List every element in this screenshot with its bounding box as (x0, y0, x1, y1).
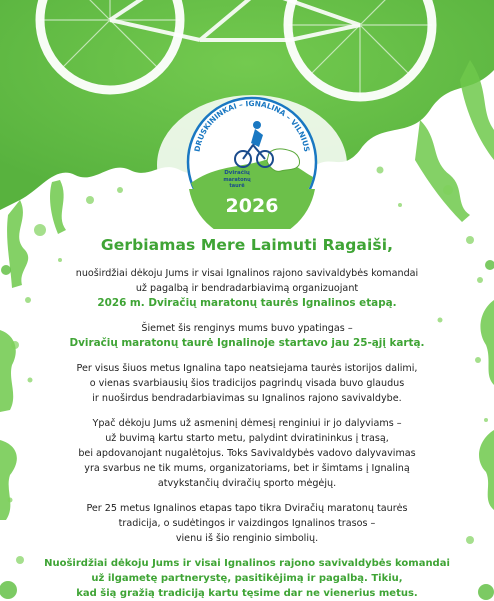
letter-body (0, 236, 494, 601)
paragraph-4-line-4: yra svarbus ne tik mums, organizatoriams, bet ir šimtams į Ignaliną (84, 463, 410, 474)
paragraph-1-line-1: nuoširdžiai dėkoju Jums ir visai Ignalinos rajono savivaldybės komandai (75, 268, 419, 279)
paragraph-1-highlight: 2026 m. Dviračių maratonų taurės Ignalinos etapą. (97, 297, 397, 309)
paragraph-4-line-1: Ypač dėkoju Jums už asmeninį dėmesį renginiui ir jo dalyviams – (92, 418, 402, 429)
logo-name-line-2: maratonų (223, 177, 251, 183)
dviraciu-maratonu-taure-logo (185, 95, 319, 229)
paragraph-6-line-2: už ilgametę partnerystę, pasitikėjimą ir pagalbą. Tikiu, (91, 573, 403, 584)
logo-name-line-3: taurė (229, 183, 245, 189)
paragraph-4-line-5: atvykstančių dviračių sporto mėgėjų. (157, 478, 337, 489)
paragraph-4-line-2: už buvimą kartu starto metu, palydint dviratininkus į trasą, (105, 433, 389, 444)
paragraph-6-line-1: Nuoširdžiai dėkoju Jums ir visai Ignalinos rajono savivaldybės komandai (44, 558, 450, 569)
paragraph-4-line-3: bei apdovanojant nugalėtojus. Toks Savivaldybės vadovo dalyvavimas (78, 448, 416, 459)
logo-name-line-1: Dviračių (224, 170, 250, 176)
paragraph-3-line-1: Per visus šiuos metus Ignalina tapo neatsiejama taurės istorijos dalimi, (76, 363, 418, 374)
paragraph-3-line-3: ir nuoširdus bendradarbiavimas su Ignalinos rajono savivaldybe. (92, 393, 402, 404)
lithuania-map-icon (267, 149, 300, 171)
paragraph-5-line-2: tradicija, o sudėtingos ir vaizdingos Ignalinos trasos – (118, 518, 376, 529)
greeting-heading: Gerbiamas Mere Laimuti Ragaiši, (100, 236, 394, 254)
paragraph-6-line-3: kad šią gražią tradiciją kartu tęsime dar ne vienerius metus. (76, 588, 418, 599)
logo-ring-text: DRUSKININKAI – IGNALINA – VILNIUS (192, 98, 312, 153)
paragraph-1-line-2: už pagalbą ir bendradarbiavimą organizuojant (135, 283, 359, 294)
paragraph-5-line-3: vienu iš šio renginio simbolių. (175, 533, 319, 544)
paragraph-2: Šiemet šis renginys mums buvo ypatingas – (141, 323, 353, 334)
paragraph-2-highlight: Dviračių maratonų taurė Ignalinoje startavo jau 25-ąjį kartą. (69, 337, 425, 349)
paragraph-5-line-1: Per 25 metus Ignalinos etapas tapo tikra Dviračių maratonų taurės (86, 503, 408, 514)
paragraph-3-line-2: o vienas svarbiausių šios tradicijos pagrindų visada buvo glaudus (89, 378, 405, 389)
logo-year: 2026 (225, 195, 279, 217)
